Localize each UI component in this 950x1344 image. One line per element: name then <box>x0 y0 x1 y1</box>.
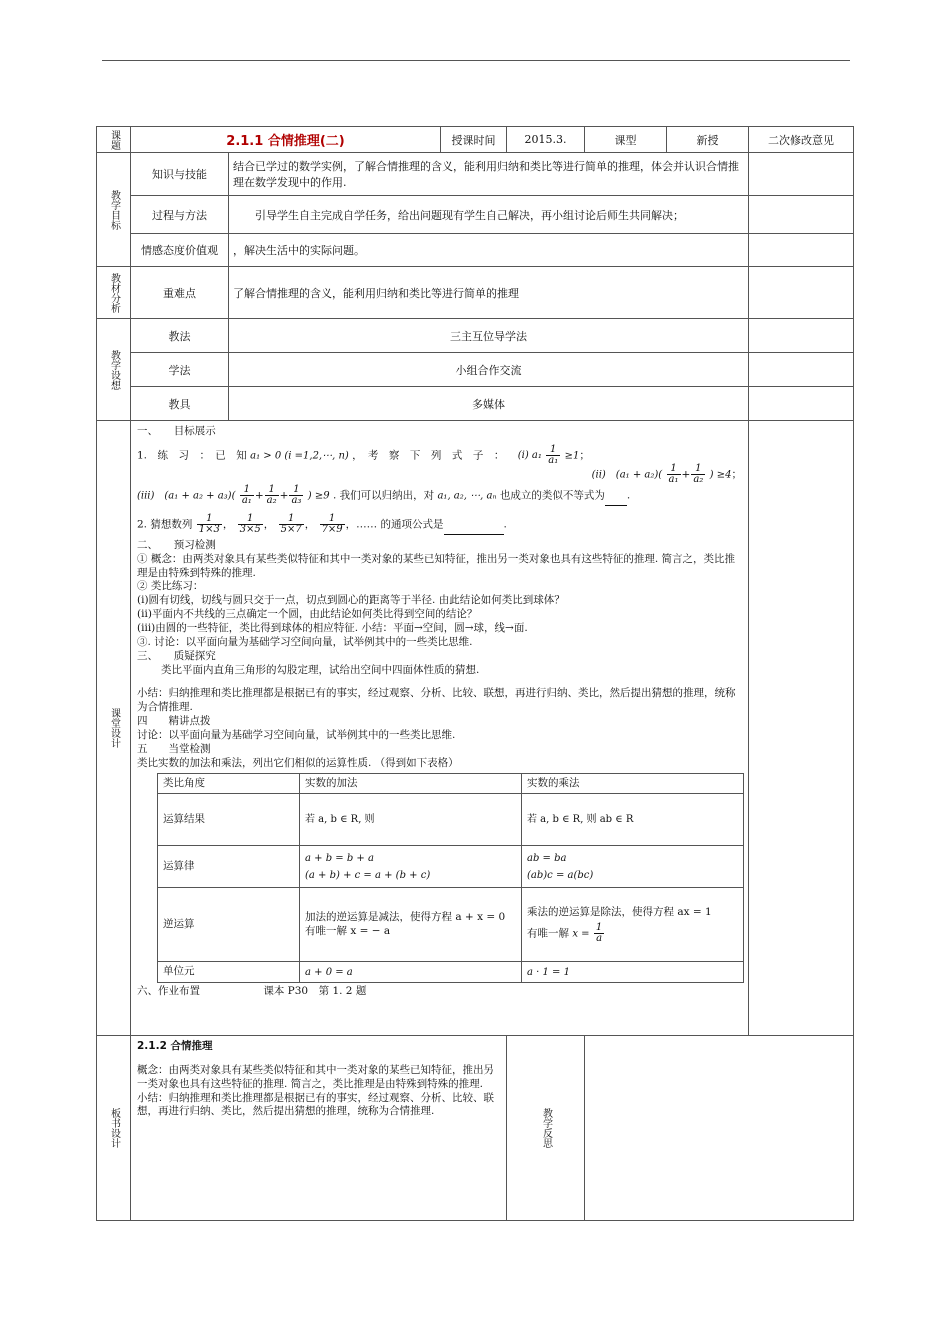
answer-blank[interactable] <box>605 495 627 506</box>
separator: ， <box>304 518 316 531</box>
board-row <box>97 1036 854 1221</box>
design-name: 学法 <box>131 353 229 387</box>
paragraph: 类比平面内直角三角形的勾股定理，试给出空间中四面体性质的猜想. <box>161 663 480 676</box>
design-row-teaching <box>97 319 854 353</box>
exercise-condition: a₁ > 0 (i =1,2,⋯, n) <box>250 450 349 462</box>
lesson-title: 2.1.1 合情推理(二) <box>131 127 441 153</box>
type-label: 课型 <box>585 127 667 153</box>
formula-x: x = <box>572 928 590 940</box>
paragraph: ③. 讨论：以平面向量为基础学习空间向量，试举例其中的一些类比思维. <box>137 635 473 648</box>
revision-cell <box>749 153 854 196</box>
frac-1-over-a1: $\frac{1}{\text{a₁}}$ <box>668 462 679 485</box>
formula: 加法的逆运算是减法，使得方程 a + x = 0 <box>305 911 506 924</box>
revision-cell <box>749 387 854 421</box>
design-row-learning <box>97 353 854 387</box>
table-row <box>158 962 744 983</box>
lesson-plan-table <box>96 126 854 1221</box>
exercise-text: 2. 猜想数列 <box>137 518 193 531</box>
paragraph: 小结：归纳推理和类比推理都是根据已有的事实，经过观察、分析、比较、联想，再进行归纳、类比，然后提出猜想的推理，统称为合情推理. <box>137 687 736 714</box>
formula-i-ge: ≥1 <box>564 450 580 462</box>
row-label: 运算结果 <box>158 794 300 846</box>
exercise-1-line-a: 1. 练 习 ： 已 知 a₁ > 0 (i =1,2,⋯, n) ， 考 察 下 列 式 子 ： (i) a₁ $\frac{1}{\text{a₁}}$ ≥1； <box>137 443 590 466</box>
formula <box>527 923 738 944</box>
type-value: 新授 <box>667 127 749 153</box>
header-row <box>97 127 854 153</box>
multiplication-cell: 若 a, b ∈ R, 则 ab ∈ R <box>522 794 744 846</box>
formula: 有唯一解 x = − a <box>305 924 391 937</box>
formula: 乘法的逆运算是除法，使得方程 ax = 1 <box>527 905 712 918</box>
homework-line <box>137 985 742 999</box>
paragraph: 类比实数的加法和乘法，列出它们相似的运算性质. （得到如下表格） <box>137 756 459 769</box>
lesson-row <box>97 421 854 1036</box>
frac-1-over-a1: $\frac{1}{\text{a₁}}$ <box>548 443 559 466</box>
time-label: 授课时间 <box>441 127 507 153</box>
reflection-content[interactable] <box>585 1036 854 1221</box>
exercise-text: 1. 练 习 ： 已 知 <box>137 449 247 462</box>
section-heading: 一、 目标展示 <box>137 425 216 437</box>
analysis-text: 了解合情推理的含义，能利用归纳和类比等进行简单的推理 <box>229 267 749 319</box>
section-heading: 二、 预习检测 <box>137 538 216 551</box>
addition-cell: 若 a, b ∈ R, 则 <box>300 794 522 846</box>
table-header-row <box>158 773 744 794</box>
sequence-term: $\frac{1}{7\times 9}$ <box>321 512 343 535</box>
board-label: 板书设计 <box>97 1036 131 1221</box>
design-text: 小组合作交流 <box>229 353 749 387</box>
frac-1-over-a1: $\frac{1}{\text{a₁}}$ <box>241 483 252 506</box>
design-name: 教法 <box>131 319 229 353</box>
table-row <box>158 888 744 962</box>
row-label: 逆运算 <box>158 888 300 962</box>
row-label: 运算律 <box>158 846 300 888</box>
paragraph: (ⅰ)圆有切线，切线与圆只交于一点，切点到圆心的距离等于半径. 由此结论如何类比到球体？ <box>137 594 565 607</box>
goal-row-process <box>97 196 854 234</box>
paragraph: (ⅲ)由圆的一些特征，类比得到球体的相应特征. 小结：平面→空间，圆→球，线→面. <box>137 622 528 635</box>
sequence-term: $\frac{1}{1\times 3}$ <box>198 512 220 535</box>
multiplication-cell <box>522 888 744 962</box>
goal-name: 过程与方法 <box>131 196 229 234</box>
frac-1-over-a3: $\frac{1}{\text{a₃}}$ <box>291 483 302 506</box>
revision-cell <box>749 196 854 234</box>
section-heading: 六、作业布置 <box>137 985 200 998</box>
paragraph: 概念：由两类对象具有某些类似特征和其中一类对象的某些已知特征，推出另一类对象也具有这些特征的推理. 简言之，类比推理是由特殊到特殊的推理. <box>137 1063 494 1090</box>
formula-iii: (iii) (a₁ + a₂ + a₃)( <box>137 490 236 502</box>
formula: ab = ba <box>527 852 567 864</box>
section-heading: 五 当堂检测 <box>137 742 211 755</box>
answer-blank[interactable] <box>444 524 504 535</box>
goal-row-emotion <box>97 234 854 267</box>
revision-cell <box>749 234 854 267</box>
paragraph: 讨论：以平面向量为基础学习空间向量，试举例其中的一些类比思维. <box>137 729 456 742</box>
top-rule <box>102 60 850 61</box>
addition-cell <box>300 846 522 888</box>
goal-text: 结合已学过的数学实例，了解合情推理的含义，能利用归纳和类比等进行简单的推理，体会并认识合情推理在数学发现中的作用. <box>229 153 749 196</box>
section-heading: 四 精讲点拨 <box>137 715 211 728</box>
addition-cell: a + 0 = a <box>300 962 522 983</box>
revision-cell <box>749 319 854 353</box>
multiplication-cell: a · 1 = 1 <box>522 962 744 983</box>
subject-label: 课题 <box>97 127 131 153</box>
revision-cell <box>749 421 854 1036</box>
frac-1-over-a: $\frac{1}{a}$ <box>595 922 603 945</box>
formula-ii-ge: ) ≥4 <box>709 469 732 481</box>
analysis-label: 教材分析 <box>97 267 131 319</box>
separator: ， <box>222 518 234 531</box>
paragraph: ② 类比练习： <box>137 580 204 593</box>
exercise-text: ， 考 察 下 列 式 子 ： <box>352 449 505 462</box>
section-heading: 三、 质疑探究 <box>137 649 216 662</box>
column-header: 类比角度 <box>158 773 300 794</box>
goal-row-knowledge <box>97 153 854 196</box>
board-content <box>131 1036 507 1221</box>
formula: (a + b) + c = a + (b + c) <box>305 869 431 881</box>
homework-text: 课本 P30 第 1. 2 题 <box>263 985 367 998</box>
formula-text: 有唯一解 <box>527 927 569 940</box>
column-header: 实数的加法 <box>300 773 522 794</box>
paragraph: 小结：归纳推理和类比推理都是根据已有的事实，经过观察、分析、比较、联想，再进行归纳、类比，然后提出猜想的推理，统称为合情推理. <box>137 1091 494 1118</box>
variable-list: a₁, a₂, ⋯, aₙ <box>437 490 497 502</box>
frac-1-over-a2: $\frac{1}{\text{a₂}}$ <box>693 462 704 485</box>
separator: ， <box>263 518 275 531</box>
paragraph: (ⅱ)平面内不共线的三点确定一个圆，由此结论如何类比得到空间的结论？ <box>137 608 478 621</box>
goal-name: 情感态度价值观 <box>131 234 229 267</box>
exercise-text: 也成立的类似不等式为 <box>499 489 605 502</box>
analysis-row <box>97 267 854 319</box>
multiplication-cell <box>522 846 744 888</box>
separator: ，…… <box>345 518 378 531</box>
formula: (ab)c = a(bc) <box>527 869 594 881</box>
exercise-text: 的通项公式是 <box>380 518 444 531</box>
frac-1-over-a2: $\frac{1}{\text{a₂}}$ <box>266 483 277 506</box>
column-header: 实数的乘法 <box>522 773 744 794</box>
exercise-2: 2. 猜想数列 $\frac{1}{1\times 3}$ ， $\frac{1}{3\times 5}$ ， $\frac{1}{5\times 7}$ ， $\frac{1}{7\times 9}$ ，…… 的通项公式是 . <box>137 512 507 535</box>
sequence-term: $\frac{1}{3\times 5}$ <box>239 512 261 535</box>
design-row-tools <box>97 387 854 421</box>
paragraph: ① 概念：由两类对象具有某些类似特征和其中一类对象的某些已知特征，推出另一类对象也具有这些特征的推理. 简言之，类比推理是由特殊到特殊的推理. <box>137 552 736 579</box>
board-title: 2.1.2 合情推理 <box>137 1040 213 1052</box>
formula: a + b = b + a <box>305 852 374 864</box>
exercise-text: . 我们可以归纳出，对 <box>332 489 435 502</box>
addition-cell <box>300 888 522 962</box>
exercise-1-line-c: (iii) (a₁ + a₂ + a₃)( $\frac{1}{\text{a₁}}$ + $\frac{1}{\text{a₂}}$ + $\frac{1}{\text{a₃}}$ ) ≥9 . 我们可以归纳出，对 a₁, a₂, ⋯, aₙ 也成立的类似不等式为 . <box>137 483 631 506</box>
design-label: 教学设想 <box>97 319 131 421</box>
formula-ii: (ii) (a₁ + a₂)( <box>591 469 663 481</box>
revision-label: 二次修改意见 <box>749 127 854 153</box>
design-text: 三主互位导学法 <box>229 319 749 353</box>
exercise-1-line-b: (ii) (a₁ + a₂)( $\frac{1}{\text{a₁}}$ + $\frac{1}{\text{a₂}}$ ) ≥4； <box>591 462 742 485</box>
design-name: 教具 <box>131 387 229 421</box>
revision-cell <box>749 267 854 319</box>
sequence-term: $\frac{1}{5\times 7}$ <box>280 512 302 535</box>
goal-name: 知识与技能 <box>131 153 229 196</box>
revision-cell <box>749 353 854 387</box>
analogy-table <box>157 773 744 984</box>
formula-i: (i) a₁ <box>517 450 542 462</box>
goals-label: 教学目标 <box>97 153 131 267</box>
lesson-label: 课堂设计 <box>97 421 131 1036</box>
table-row <box>158 794 744 846</box>
lesson-content <box>131 421 749 1036</box>
goal-text: 引导学生自主完成自学任务，给出问题现有学生自己解决，再小组讨论后师生共同解决； <box>229 196 749 234</box>
time-value: 2015.3. <box>507 127 585 153</box>
design-text: 多媒体 <box>229 387 749 421</box>
reflection-label: 教学反思 <box>507 1036 585 1221</box>
formula-iii-ge: ) ≥9 <box>307 490 330 502</box>
table-row <box>158 846 744 888</box>
row-label: 单位元 <box>158 962 300 983</box>
goal-text: ，解决生活中的实际问题。 <box>229 234 749 267</box>
analysis-name: 重难点 <box>131 267 229 319</box>
